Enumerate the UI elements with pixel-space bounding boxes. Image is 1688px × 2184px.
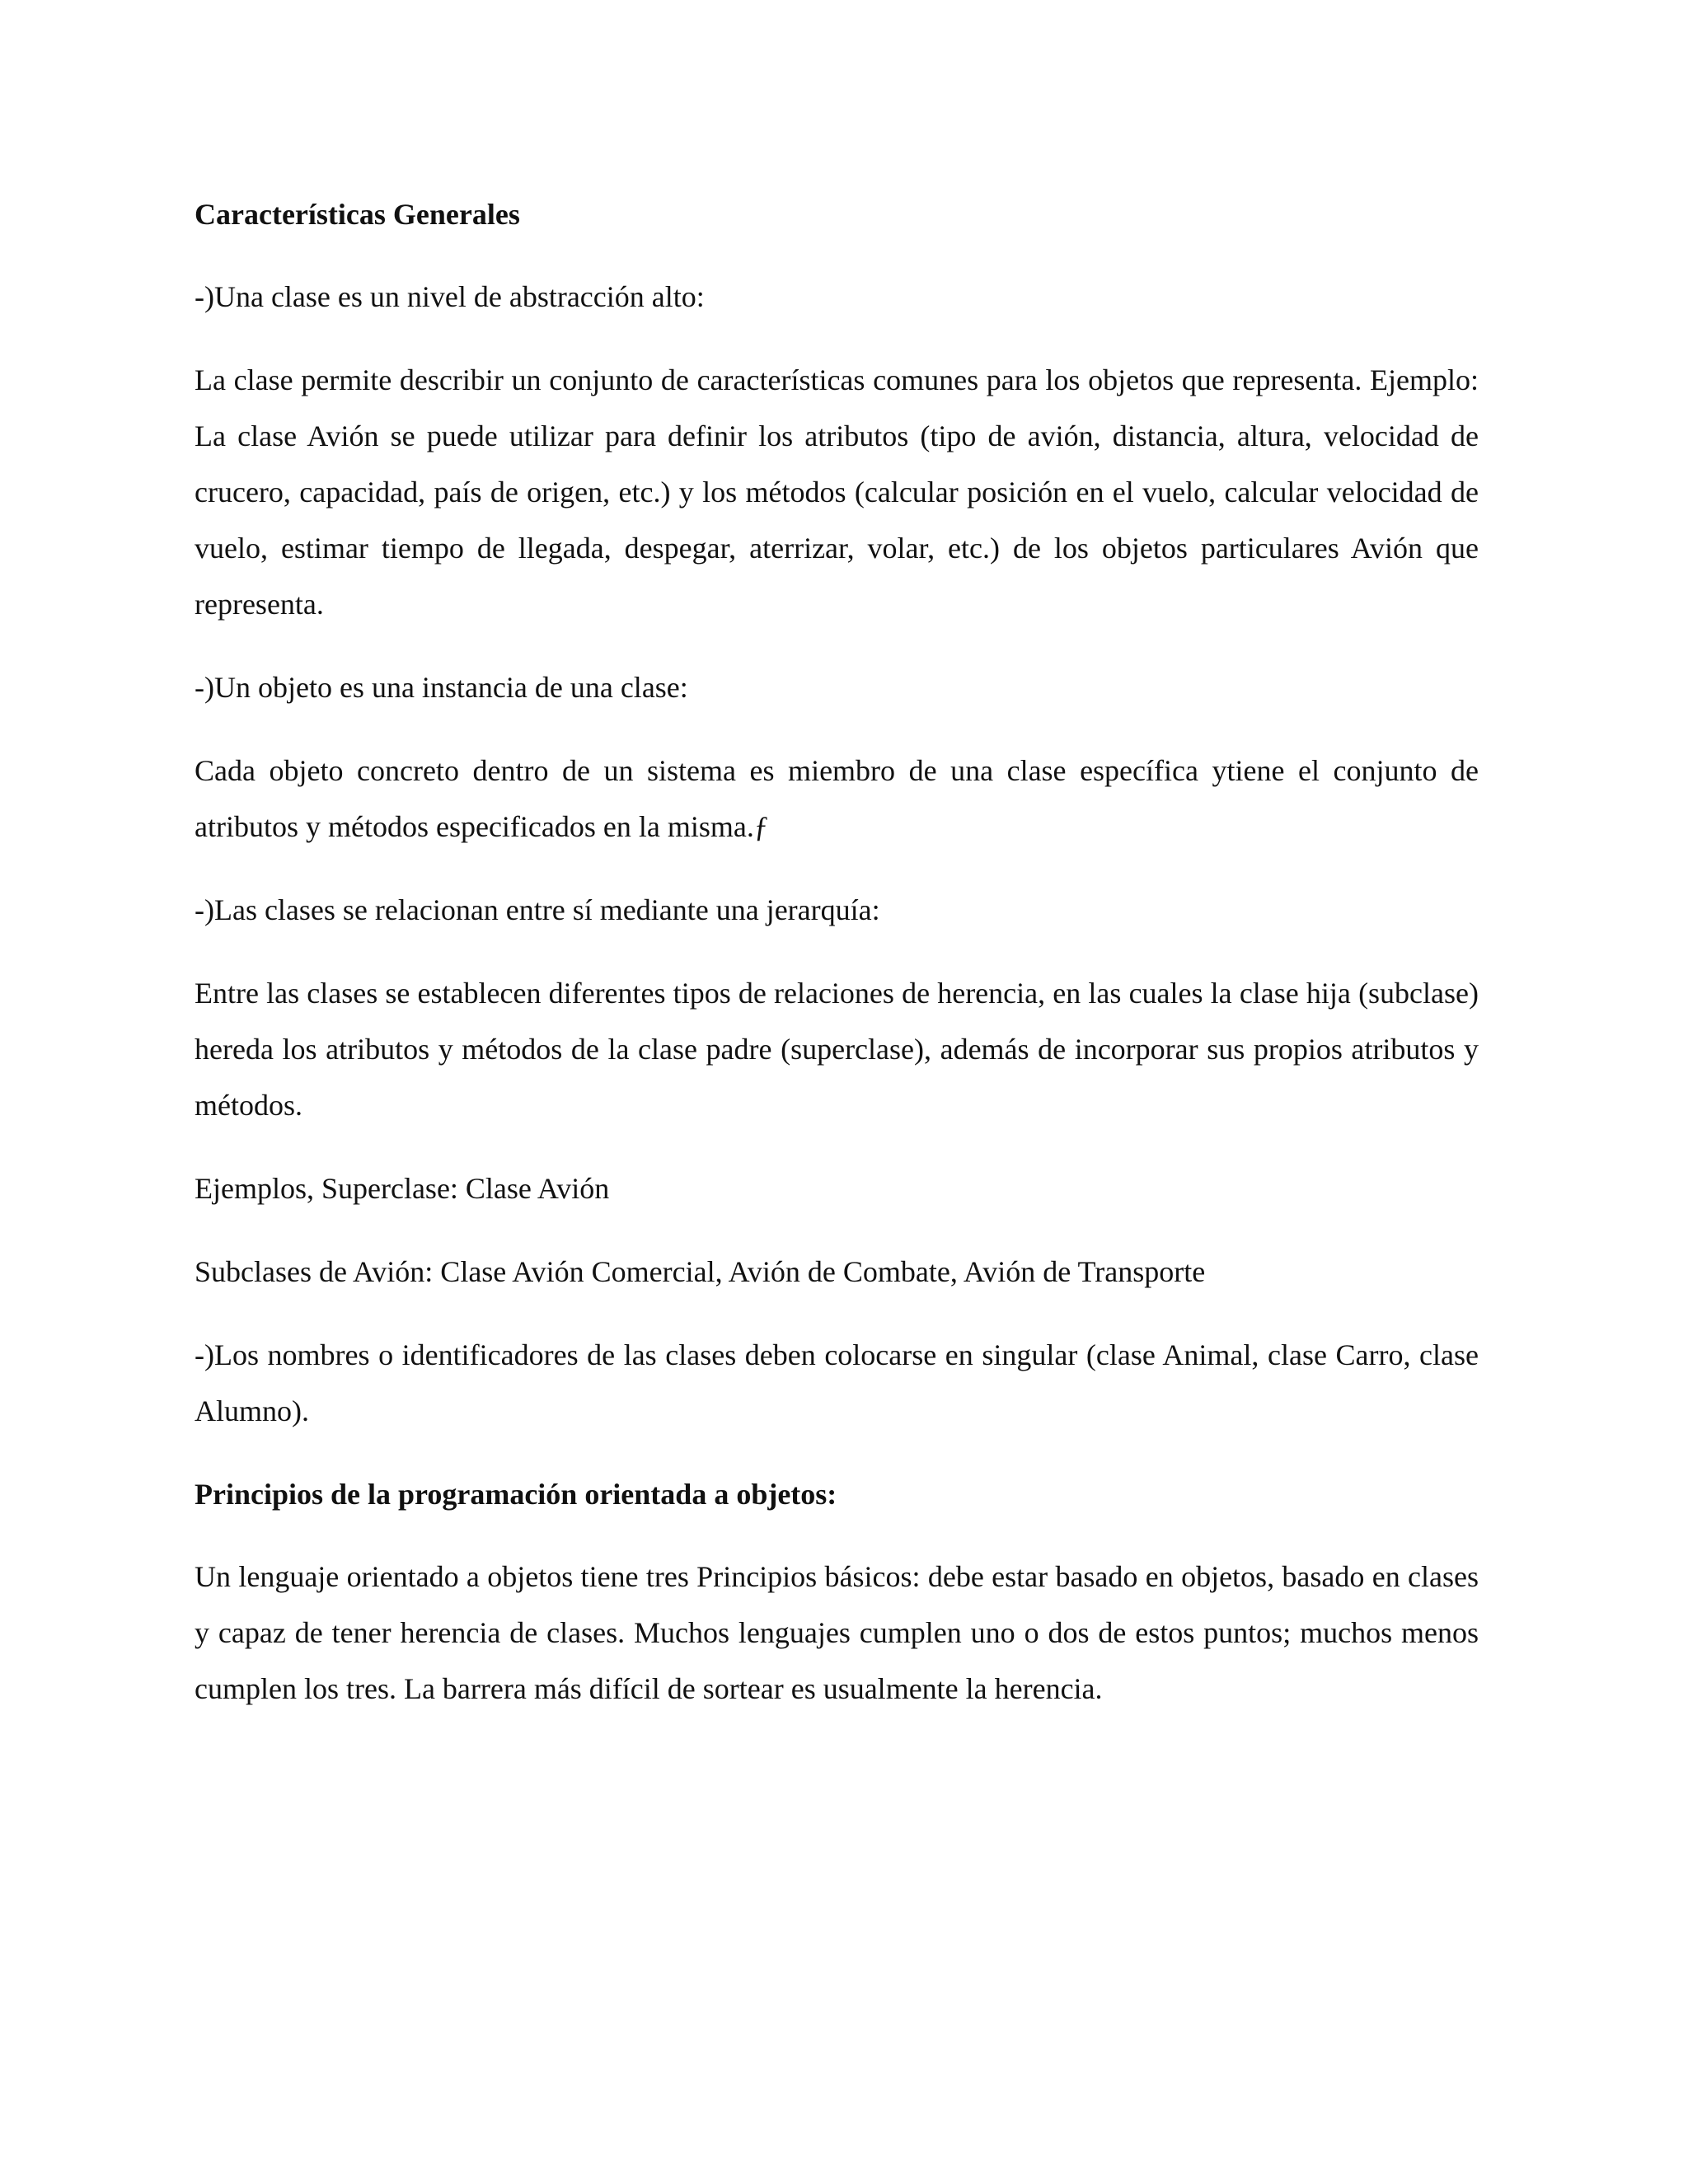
item-class-abstraction-body: La clase permite describir un conjunto de características comunes para los objetos que representa. Ejemplo: La clase Avión se puede utilizar para definir los atributos (tipo de avión, distancia, altura, velocidad de crucero, capacidad, país de origen, etc.) y los métodos (calcular posición en el vuelo, calcular velocidad de vuelo, estimar tiempo de llegada, despegar, aterrizar, volar, etc.) de los objetos particulares Avión que representa. xyxy=(195,363,1479,621)
item-class-hierarchy-body: Entre las clases se establecen diferentes tipos de relaciones de herencia, en las cuales la clase hija (subclase) hereda los atributos y métodos de la clase padre (superclase), además de incorporar sus propios atributos y métodos. xyxy=(195,977,1479,1122)
item-class-naming: -)Los nombres o identificadores de las clases deben colocarse en singular (clase Animal, clase Carro, clase Alumno). xyxy=(195,1338,1479,1427)
item-object-instance-body: Cada objeto concreto dentro de un sistema es miembro de una clase específica ytiene el conjunto de atributos y métodos especificados en la misma.ƒ xyxy=(195,754,1479,843)
example-superclass: Ejemplos, Superclase: Clase Avión xyxy=(195,1172,610,1205)
heading-oop-principles: Principios de la programación orientada a objetos: xyxy=(195,1478,837,1511)
heading-general-characteristics: Características Generales xyxy=(195,198,520,231)
document-content xyxy=(195,186,1479,1744)
item-object-instance-title: -)Un objeto es una instancia de una clase: xyxy=(195,671,688,704)
item-class-abstraction-title: -)Una clase es un nivel de abstracción alto: xyxy=(195,280,705,313)
example-subclasses: Subclases de Avión: Clase Avión Comercial, Avión de Combate, Avión de Transporte xyxy=(195,1255,1206,1288)
principles-body: Un lenguaje orientado a objetos tiene tres Principios básicos: debe estar basado en objetos, basado en clases y capaz de tener herencia de clases. Muchos lenguajes cumplen uno o dos de estos puntos; muchos menos cumplen los tres. La barrera más difícil de sortear es usualmente la herencia. xyxy=(195,1560,1479,1705)
item-class-hierarchy-title: -)Las clases se relacionan entre sí mediante una jerarquía: xyxy=(195,893,880,926)
